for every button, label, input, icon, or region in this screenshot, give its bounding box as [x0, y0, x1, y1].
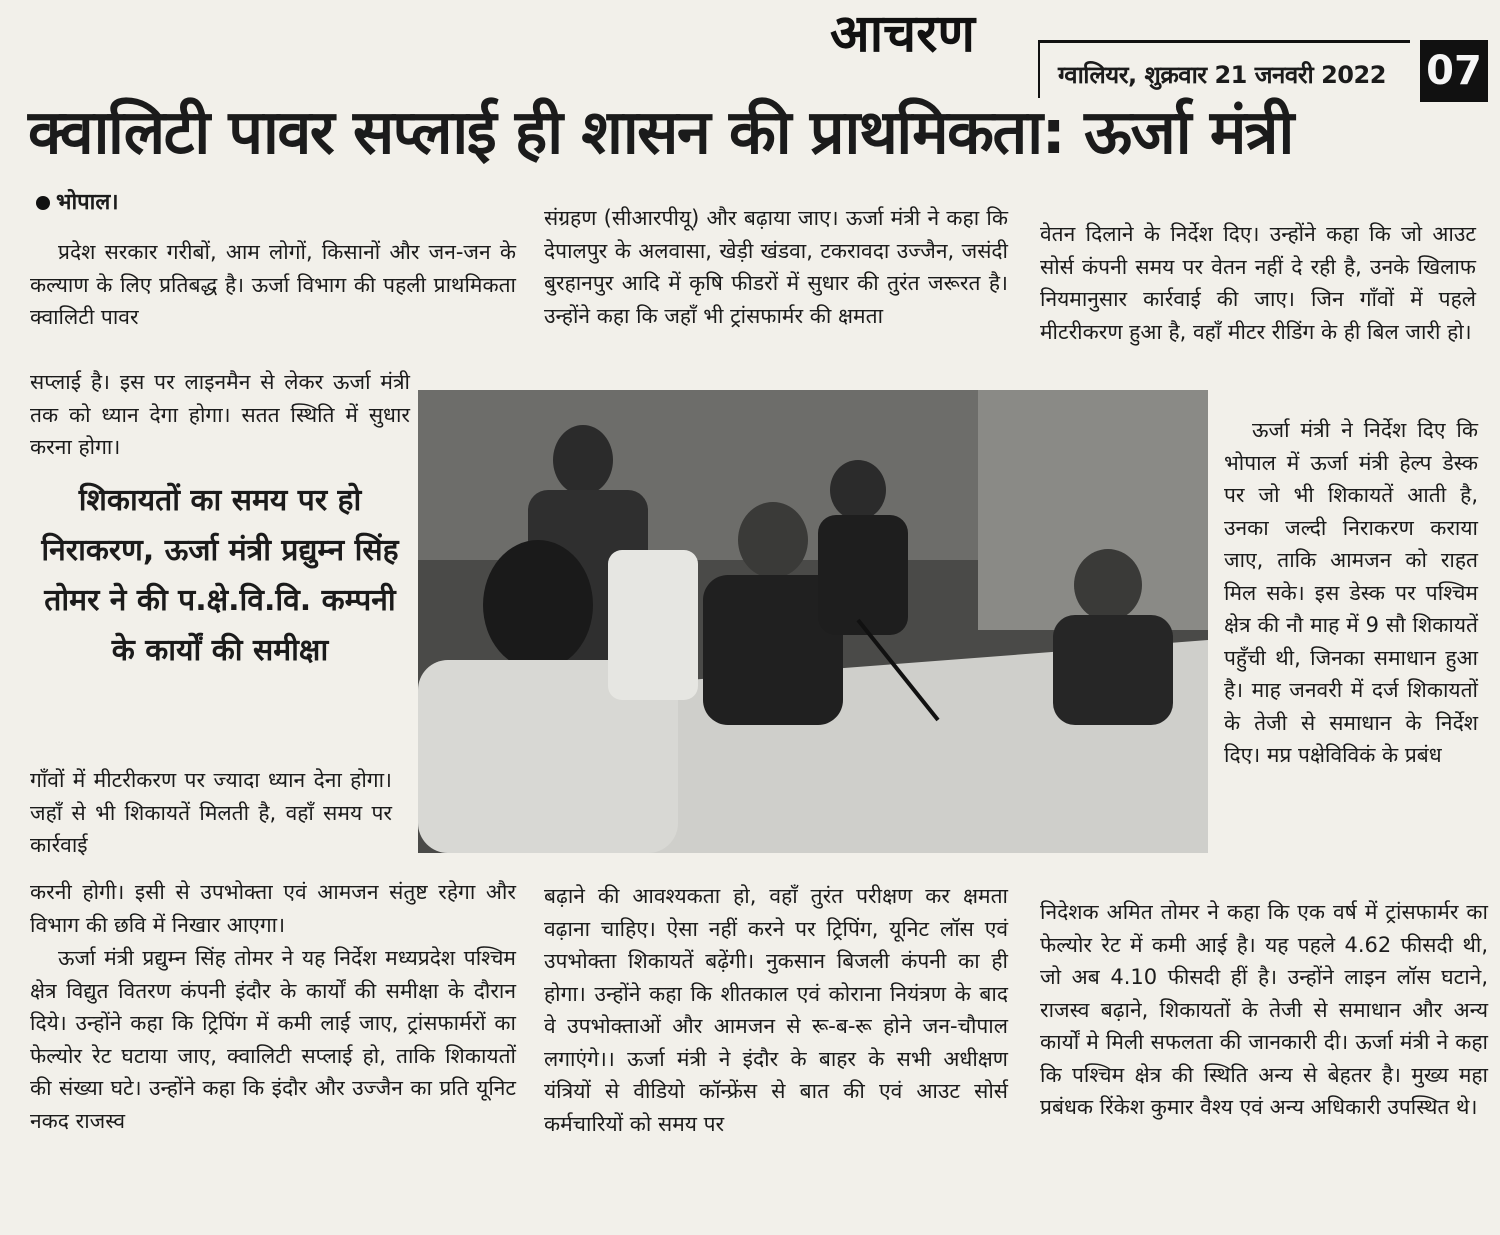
- col3-side: [1224, 414, 1478, 772]
- col1-para2b-text: करनी होगी। इसी से उपभोक्ता एवं आमजन संतुष्ट रहेगा और विभाग की छवि में निखार आएगा।: [30, 880, 516, 937]
- location-label: भोपाल।: [56, 190, 119, 215]
- col1-para2b: [30, 876, 516, 941]
- col2-bottom-text: बढ़ाने की आवश्यकता हो, वहाँ तुरंत परीक्षण कर क्षमता वढ़ाना चाहिए। ऐसा नहीं करने पर ट्रिपिंग, यूनिट लॉस एवं उपभोक्ता शिकायतें बढ़ेंगी। नुकसान बिजली कंपनी का ही होगा। उन्होंने कहा कि शीतकाल एवं कोराना नियंत्रण के बाद वे उपभोक्ताओं और आमजन से रू-ब-रू होने जन-चौपाल लगाएंगे।। ऊर्जा मंत्री ने इंदौर के बाहर के सभी अधीक्षण यंत्रियों से वीडियो कॉन्फ्रेंस से बात की एवं आउट सोर्स कर्मचारियों को समय पर: [544, 884, 1008, 1136]
- col1-para1b-text: सप्लाई है। इस पर लाइनमैन से लेकर ऊर्जा मंत्री तक को ध्यान देगा होगा। सतत स्थिति में सुधार करना होगा।: [30, 370, 410, 459]
- col3-side-text: ऊर्जा मंत्री ने निर्देश दिए कि भोपाल में ऊर्जा मंत्री हेल्प डेस्क पर जो भी शिकायतें आती है, उनका जल्दी निराकरण कराया जाए, ताकि आमजन को राहत मिल सके। इस डेस्क पर पश्चिम क्षेत्र की नौ माह में 9 सौ शिकायतें पहुँची थी, जिनका समाधान हुआ है। माह जनवरी में दर्ज शिकायतों के तेजी से समाधान के निर्देश दिए। मप्र पक्षेविविकं के प्रबंध: [1224, 418, 1478, 767]
- masthead-rule: [1040, 40, 1410, 43]
- col1-para1: [30, 236, 516, 334]
- col1-para2: [30, 764, 392, 862]
- col2-top-text: संग्रहण (सीआरपीयू) और बढ़ाया जाए। ऊर्जा मंत्री ने कहा कि देपालपुर के अलवासा, खेड़ी खंडवा, टकरावदा उज्जैन, जसंदी बुरहानपुर आदि में कृषि फीडरों में सुधार की तुरंत जरूरत है। उन्होंने कहा कि जहाँ भी ट्रांसफार्मर की क्षमता: [544, 206, 1008, 328]
- col1-para2-text: गाँवों में मीटरीकरण पर ज्यादा ध्यान देना होगा। जहाँ से भी शिकायतें मिलती है, वहाँ समय पर कार्रवाई: [30, 768, 392, 857]
- col2-bottom: [544, 880, 1008, 1140]
- col3-bottom: [1040, 896, 1488, 1124]
- subheadline: शिकायतों का समय पर हो निराकरण, ऊर्जा मंत्री प्रद्युम्न सिंह तोमर ने की प.क्षे.वि.वि. कम्पनी के कार्यों की समीक्षा: [41, 483, 399, 668]
- headline: क्वालिटी पावर सप्लाई ही शासन की प्राथमिकता: ऊर्जा मंत्री: [28, 97, 1293, 168]
- dateline: ग्वालियर, शुक्रवार 21 जनवरी 2022: [1058, 61, 1386, 89]
- col3-bottom-text: निदेशक अमित तोमर ने कहा कि एक वर्ष में ट्रांसफार्मर का फेल्योर रेट में कमी आई है। यह पहले 4.62 फीसदी थी, जो अब 4.10 फीसदी हीं है। उन्होंने लाइन लॉस घटाने, राजस्व बढ़ाने, शिकायतों के तेजी से समाधान और अन्य कार्यों मे मिली सफलता की जानकारी दी। ऊर्जा मंत्री ने कहा कि पश्चिम क्षेत्र की स्थिति अन्य से बेहतर है। मुख्य महा प्रबंधक रिंकेश कुमार वैश्य एवं अन्य अधिकारी उपस्थित थे।: [1040, 900, 1488, 1119]
- col3-top: [1040, 218, 1476, 348]
- col1-para3: [30, 942, 516, 1137]
- bullet-icon: [36, 196, 50, 210]
- col1-para1-text: प्रदेश सरकार गरीबों, आम लोगों, किसानों और जन-जन के कल्याण के लिए प्रतिबद्ध है। ऊर्जा विभाग की पहली प्राथमिकता क्वालिटी पावर: [30, 240, 516, 329]
- meeting-photo: [418, 390, 1208, 853]
- col1-para3-text: ऊर्जा मंत्री प्रद्युम्न सिंह तोमर ने यह निर्देश मध्यप्रदेश पश्चिम क्षेत्र विद्युत वितरण कंपनी इंदौर के कार्यों की समीक्षा के दौरान दिये। उन्होंने कहा कि ट्रिपिंग में कमी लाई जाए, ट्रांसफार्मरों का फेल्योर रेट घटाया जाए, क्वालिटी सप्लाई हो, ताकि शिकायतों की संख्या घटे। उन्होंने कहा कि इंदौर और उज्जैन का प्रति यूनिट नकद राजस्व: [30, 946, 516, 1133]
- col2-top: [544, 202, 1008, 332]
- masthead-title: आचरण: [830, 3, 976, 64]
- location-line: [36, 186, 119, 216]
- page-number: 07: [1420, 40, 1488, 102]
- masthead-divider: [1038, 40, 1040, 98]
- col3-top-text: वेतन दिलाने के निर्देश दिए। उन्होंने कहा कि जो आउट सोर्स कंपनी समय पर वेतन नहीं दे रही है, उनके खिलाफ नियमानुसार कार्रवाई की जाए। जिन गाँवों में पहले मीटरीकरण हुआ है, वहाँ मीटर रीडिंग के ही बिल जारी हो।: [1040, 222, 1476, 344]
- col1-para1b: [30, 366, 410, 464]
